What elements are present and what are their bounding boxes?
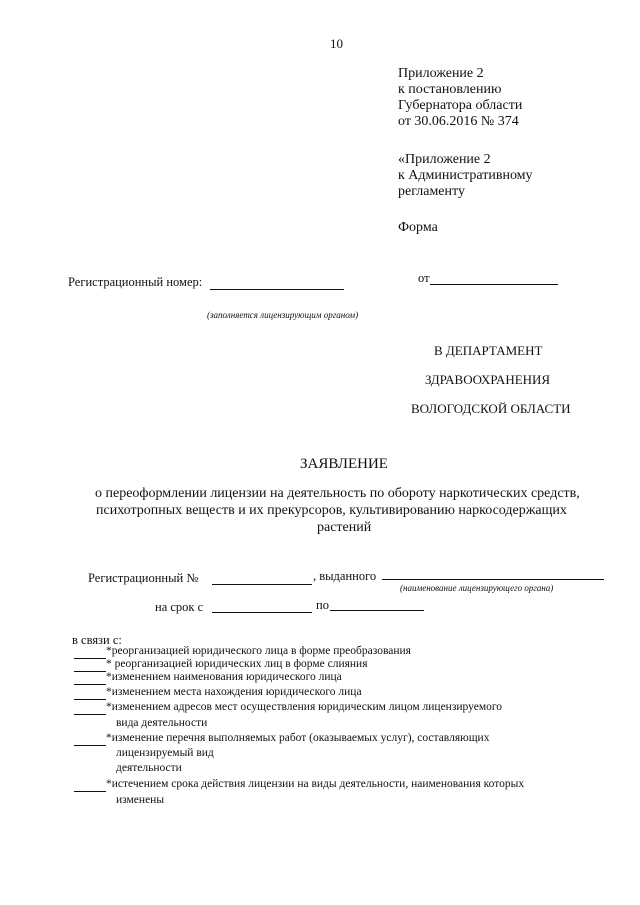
subtitle-line2: психотропных веществ и их прекурсоров, культивированию наркосодержащих <box>96 503 567 518</box>
reason-mark: * <box>106 658 115 670</box>
registration-number-field[interactable] <box>210 289 344 290</box>
reason-item <box>106 732 489 745</box>
document-title: ЗАЯВЛЕНИЕ <box>300 456 388 472</box>
reason-checkbox-line[interactable] <box>74 684 106 685</box>
reason-checkbox-line[interactable] <box>74 658 106 659</box>
reason-text: изменением адресов мест осуществления юридическим лицом лицензируемого <box>111 701 503 713</box>
reason-checkbox-line[interactable] <box>74 671 106 672</box>
reason-mark: * <box>106 645 112 657</box>
reasons-header: в связи с: <box>72 633 122 647</box>
appendix-top-line1: Приложение 2 <box>398 66 484 81</box>
reason-mark: * <box>106 778 112 790</box>
registration-date-label: от <box>418 271 430 285</box>
subtitle-line1: о переоформлении лицензии на деятельность по обороту наркотических средств, <box>95 486 580 501</box>
license-term-to-label: по <box>316 598 329 612</box>
license-issuer-note: (наименование лицензирующего органа) <box>400 583 554 593</box>
registration-date-field[interactable] <box>430 284 558 285</box>
reason-text: изменением места нахождения юридического лица <box>111 686 362 698</box>
license-number-field[interactable] <box>212 584 312 585</box>
reason-text: истечением срока действия лицензии на виды деятельности, наименования которых <box>111 778 525 790</box>
reason-text: изменение перечня выполняемых работ (оказываемых услуг), составляющих <box>111 732 490 744</box>
license-term-label: на срок с <box>155 600 204 614</box>
reason-checkbox-line[interactable] <box>74 745 106 746</box>
registration-note: (заполняется лицензирующим органом) <box>207 310 359 320</box>
appendix-inner-line3: регламенту <box>398 184 465 199</box>
reason-text: реорганизацией юридического лица в форме преобразования <box>111 645 411 657</box>
license-term-to-field[interactable] <box>330 610 424 611</box>
reason-item <box>106 645 411 658</box>
reason-continuation: вида деятельности <box>116 717 208 729</box>
license-issued-label: , выданного <box>313 569 377 583</box>
appendix-top-line4: от 30.06.2016 № 374 <box>398 114 519 129</box>
reason-checkbox-line[interactable] <box>74 699 106 700</box>
license-reg-label: Регистрационный № <box>88 571 199 585</box>
reason-item <box>106 686 362 699</box>
page-number: 10 <box>330 36 343 51</box>
addressee-line3: ВОЛОГОДСКОЙ ОБЛАСТИ <box>411 401 571 416</box>
reason-checkbox-line[interactable] <box>74 791 106 792</box>
reason-checkbox-line[interactable] <box>74 714 106 715</box>
appendix-inner-line1: «Приложение 2 <box>398 152 491 167</box>
reason-mark: * <box>106 686 112 698</box>
reason-item <box>106 658 368 671</box>
license-issuer-field[interactable] <box>382 579 604 580</box>
form-label: Форма <box>398 220 438 235</box>
reason-continuation: лицензируемый вид <box>116 747 214 759</box>
reason-item <box>106 778 524 791</box>
appendix-top-line3: Губернатора области <box>398 98 523 113</box>
reason-item <box>106 701 502 714</box>
reason-text: реорганизацией юридических лиц в форме слияния <box>114 658 368 670</box>
addressee-line1: В ДЕПАРТАМЕНТ <box>434 343 543 358</box>
reason-continuation: изменены <box>116 794 165 806</box>
reason-continuation: деятельности <box>116 762 182 774</box>
appendix-inner-line2: к Административному <box>398 168 533 183</box>
addressee-line2: ЗДРАВООХРАНЕНИЯ <box>425 372 551 387</box>
appendix-top-line2: к постановлению <box>398 82 502 97</box>
reason-text: изменением наименования юридического лица <box>111 671 342 683</box>
reason-item <box>106 671 342 684</box>
subtitle-line3: растений <box>317 520 372 535</box>
license-term-from-field[interactable] <box>212 612 312 613</box>
reason-mark: * <box>106 732 112 744</box>
registration-number-label: Регистрационный номер: <box>68 275 203 289</box>
reason-mark: * <box>106 701 112 713</box>
reason-mark: * <box>106 671 112 683</box>
